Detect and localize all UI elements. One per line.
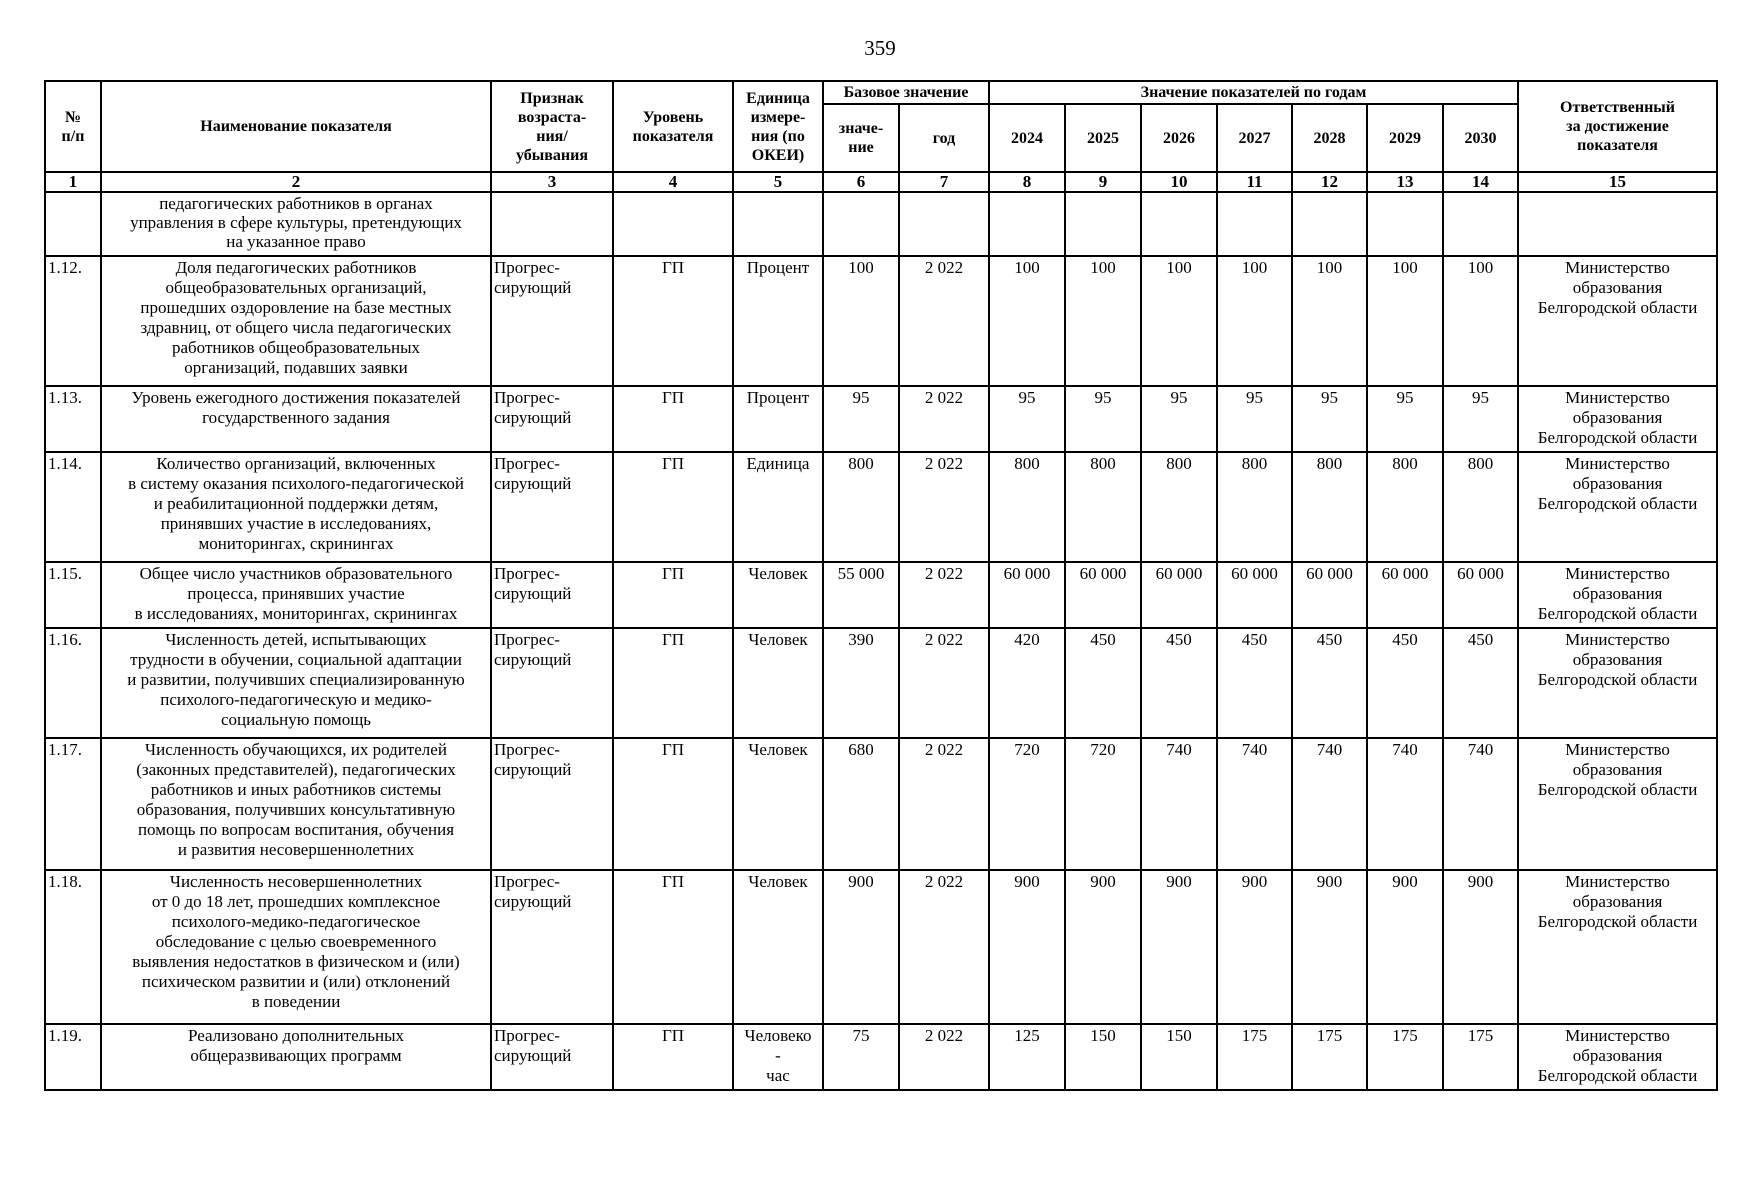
row-number: 1.13. bbox=[45, 386, 101, 452]
trend-cell: Прогрес- сирующий bbox=[491, 1024, 613, 1090]
year-value-cell: 95 bbox=[1367, 386, 1443, 452]
year-value-cell: 60 000 bbox=[1141, 562, 1217, 628]
responsible-cell: Министерство образования Белгородской области bbox=[1518, 562, 1717, 628]
year-value-cell: 100 bbox=[1443, 256, 1518, 386]
column-number: 12 bbox=[1292, 172, 1367, 192]
year-value-cell: 800 bbox=[1065, 452, 1141, 562]
column-number: 6 bbox=[823, 172, 899, 192]
year-value-cell: 95 bbox=[1065, 386, 1141, 452]
year-value-cell: 740 bbox=[1367, 738, 1443, 870]
column-number: 1 bbox=[45, 172, 101, 192]
year-value-cell: 60 000 bbox=[1217, 562, 1292, 628]
year-value-cell: 450 bbox=[1443, 628, 1518, 738]
header-year: 2025 bbox=[1065, 104, 1141, 172]
year-value-cell: 900 bbox=[1367, 870, 1443, 1024]
year-value-cell: 95 bbox=[989, 386, 1065, 452]
indicator-name: Численность несовершеннолетних от 0 до 18 лет, прошедших комплексное психолого-медико-педагогическое обследование с целью своевременного выявления недостатков в физическом и (или) психическом развитии и (или) отклонений в поведении bbox=[101, 870, 491, 1024]
responsible-cell: Министерство образования Белгородской области bbox=[1518, 452, 1717, 562]
base-year-cell: 2 022 bbox=[899, 452, 989, 562]
unit-cell: Человек bbox=[733, 562, 823, 628]
header-year: 2024 bbox=[989, 104, 1065, 172]
responsible-cell: Министерство образования Белгородской области bbox=[1518, 256, 1717, 386]
year-value-cell: 100 bbox=[1367, 256, 1443, 386]
level-cell: ГП bbox=[613, 562, 733, 628]
column-number: 5 bbox=[733, 172, 823, 192]
column-number: 8 bbox=[989, 172, 1065, 192]
header-year: 2029 bbox=[1367, 104, 1443, 172]
table-row bbox=[45, 628, 1717, 738]
table-row bbox=[45, 452, 1717, 562]
continuation-row bbox=[45, 192, 1717, 256]
year-value-cell: 740 bbox=[1217, 738, 1292, 870]
unit-cell: Единица bbox=[733, 452, 823, 562]
column-number: 14 bbox=[1443, 172, 1518, 192]
header-years-group: Значение показателей по годам bbox=[989, 81, 1518, 104]
column-numbers-row bbox=[45, 172, 1717, 192]
column-number: 11 bbox=[1217, 172, 1292, 192]
unit-cell: Процент bbox=[733, 256, 823, 386]
column-number: 15 bbox=[1518, 172, 1717, 192]
unit-cell: Человек bbox=[733, 870, 823, 1024]
year-value-cell: 150 bbox=[1065, 1024, 1141, 1090]
table-row bbox=[45, 870, 1717, 1024]
level-cell: ГП bbox=[613, 1024, 733, 1090]
row-number: 1.19. bbox=[45, 1024, 101, 1090]
responsible-cell: Министерство образования Белгородской области bbox=[1518, 738, 1717, 870]
year-value-cell: 900 bbox=[1065, 870, 1141, 1024]
row-number: 1.14. bbox=[45, 452, 101, 562]
empty-cell bbox=[1367, 192, 1443, 256]
header-year: 2027 bbox=[1217, 104, 1292, 172]
table-row bbox=[45, 738, 1717, 870]
row-number: 1.16. bbox=[45, 628, 101, 738]
year-value-cell: 125 bbox=[989, 1024, 1065, 1090]
responsible-cell: Министерство образования Белгородской области bbox=[1518, 1024, 1717, 1090]
base-value-cell: 900 bbox=[823, 870, 899, 1024]
year-value-cell: 740 bbox=[1292, 738, 1367, 870]
indicator-name: Общее число участников образовательного процесса, принявших участие в исследованиях, мониторингах, скринингах bbox=[101, 562, 491, 628]
trend-cell: Прогрес- сирующий bbox=[491, 562, 613, 628]
empty-cell bbox=[1518, 192, 1717, 256]
year-value-cell: 60 000 bbox=[1367, 562, 1443, 628]
base-value-cell: 100 bbox=[823, 256, 899, 386]
year-value-cell: 720 bbox=[1065, 738, 1141, 870]
empty-cell bbox=[823, 192, 899, 256]
level-cell: ГП bbox=[613, 870, 733, 1024]
empty-cell bbox=[1141, 192, 1217, 256]
base-value-cell: 680 bbox=[823, 738, 899, 870]
year-value-cell: 175 bbox=[1443, 1024, 1518, 1090]
year-value-cell: 175 bbox=[1367, 1024, 1443, 1090]
column-number: 10 bbox=[1141, 172, 1217, 192]
empty-cell bbox=[613, 192, 733, 256]
row-number: 1.17. bbox=[45, 738, 101, 870]
table-row bbox=[45, 1024, 1717, 1090]
header-base-year: год bbox=[899, 104, 989, 172]
trend-cell: Прогрес- сирующий bbox=[491, 870, 613, 1024]
base-value-cell: 75 bbox=[823, 1024, 899, 1090]
responsible-cell: Министерство образования Белгородской области bbox=[1518, 870, 1717, 1024]
year-value-cell: 900 bbox=[1217, 870, 1292, 1024]
year-value-cell: 450 bbox=[1065, 628, 1141, 738]
unit-cell: Человек bbox=[733, 738, 823, 870]
continuation-name: педагогических работников в органах управления в сфере культуры, претендующих на указанное право bbox=[101, 192, 491, 256]
base-year-cell: 2 022 bbox=[899, 738, 989, 870]
year-value-cell: 95 bbox=[1443, 386, 1518, 452]
header-num: № п/п bbox=[45, 81, 101, 172]
base-value-cell: 95 bbox=[823, 386, 899, 452]
table-row bbox=[45, 256, 1717, 386]
trend-cell: Прогрес- сирующий bbox=[491, 386, 613, 452]
unit-cell: Человеко - час bbox=[733, 1024, 823, 1090]
column-number: 7 bbox=[899, 172, 989, 192]
year-value-cell: 450 bbox=[1217, 628, 1292, 738]
empty-cell bbox=[1217, 192, 1292, 256]
year-value-cell: 175 bbox=[1292, 1024, 1367, 1090]
indicator-name: Уровень ежегодного достижения показателей государственного задания bbox=[101, 386, 491, 452]
level-cell: ГП bbox=[613, 452, 733, 562]
year-value-cell: 740 bbox=[1141, 738, 1217, 870]
header-base-value: значе- ние bbox=[823, 104, 899, 172]
year-value-cell: 100 bbox=[989, 256, 1065, 386]
trend-cell: Прогрес- сирующий bbox=[491, 452, 613, 562]
row-number: 1.12. bbox=[45, 256, 101, 386]
year-value-cell: 800 bbox=[989, 452, 1065, 562]
row-number: 1.18. bbox=[45, 870, 101, 1024]
year-value-cell: 740 bbox=[1443, 738, 1518, 870]
year-value-cell: 900 bbox=[1292, 870, 1367, 1024]
year-value-cell: 100 bbox=[1141, 256, 1217, 386]
year-value-cell: 95 bbox=[1217, 386, 1292, 452]
year-value-cell: 800 bbox=[1292, 452, 1367, 562]
header-year: 2028 bbox=[1292, 104, 1367, 172]
year-value-cell: 100 bbox=[1292, 256, 1367, 386]
trend-cell: Прогрес- сирующий bbox=[491, 738, 613, 870]
trend-cell: Прогрес- сирующий bbox=[491, 256, 613, 386]
level-cell: ГП bbox=[613, 256, 733, 386]
table-row bbox=[45, 386, 1717, 452]
table-row bbox=[45, 562, 1717, 628]
unit-cell: Процент bbox=[733, 386, 823, 452]
indicator-name: Численность детей, испытывающих трудности в обучении, социальной адаптации и развитии, получивших специализированную психолого-педагогическую и медико- социальную помощь bbox=[101, 628, 491, 738]
column-number: 2 bbox=[101, 172, 491, 192]
page-number: 359 bbox=[864, 36, 896, 60]
responsible-cell: Министерство образования Белгородской области bbox=[1518, 628, 1717, 738]
base-value-cell: 55 000 bbox=[823, 562, 899, 628]
year-value-cell: 175 bbox=[1217, 1024, 1292, 1090]
level-cell: ГП bbox=[613, 628, 733, 738]
year-value-cell: 420 bbox=[989, 628, 1065, 738]
unit-cell: Человек bbox=[733, 628, 823, 738]
year-value-cell: 450 bbox=[1367, 628, 1443, 738]
header-name: Наименование показателя bbox=[101, 81, 491, 172]
year-value-cell: 100 bbox=[1217, 256, 1292, 386]
year-value-cell: 150 bbox=[1141, 1024, 1217, 1090]
year-value-cell: 800 bbox=[1217, 452, 1292, 562]
year-value-cell: 60 000 bbox=[1065, 562, 1141, 628]
base-year-cell: 2 022 bbox=[899, 256, 989, 386]
header-level: Уровень показателя bbox=[613, 81, 733, 172]
continuation-num bbox=[45, 192, 101, 256]
empty-cell bbox=[989, 192, 1065, 256]
empty-cell bbox=[491, 192, 613, 256]
base-year-cell: 2 022 bbox=[899, 386, 989, 452]
year-value-cell: 800 bbox=[1367, 452, 1443, 562]
year-value-cell: 800 bbox=[1443, 452, 1518, 562]
indicator-name: Доля педагогических работников общеобразовательных организаций, прошедших оздоровление на базе местных здравниц, от общего числа педагогических работников общеобразовательных организаций, подавших заявки bbox=[101, 256, 491, 386]
base-year-cell: 2 022 bbox=[899, 1024, 989, 1090]
header-trend: Признак возраста- ния/ убывания bbox=[491, 81, 613, 172]
empty-cell bbox=[733, 192, 823, 256]
column-number: 4 bbox=[613, 172, 733, 192]
indicator-name: Количество организаций, включенных в систему оказания психолого-педагогической и реабилитационной поддержки детям, принявших участие в исследованиях, мониторингах, скринингах bbox=[101, 452, 491, 562]
level-cell: ГП bbox=[613, 386, 733, 452]
year-value-cell: 720 bbox=[989, 738, 1065, 870]
header-year: 2030 bbox=[1443, 104, 1518, 172]
year-value-cell: 60 000 bbox=[989, 562, 1065, 628]
column-number: 3 bbox=[491, 172, 613, 192]
column-number: 13 bbox=[1367, 172, 1443, 192]
header-base-group: Базовое значение bbox=[823, 81, 989, 104]
year-value-cell: 900 bbox=[1443, 870, 1518, 1024]
base-year-cell: 2 022 bbox=[899, 870, 989, 1024]
base-value-cell: 800 bbox=[823, 452, 899, 562]
empty-cell bbox=[899, 192, 989, 256]
year-value-cell: 450 bbox=[1292, 628, 1367, 738]
year-value-cell: 60 000 bbox=[1292, 562, 1367, 628]
indicator-name: Численность обучающихся, их родителей (законных представителей), педагогических работников и иных работников системы образования, получивших консультативную помощь по вопросам воспитания, обучения и развития несовершеннолетних bbox=[101, 738, 491, 870]
column-number: 9 bbox=[1065, 172, 1141, 192]
base-year-cell: 2 022 bbox=[899, 562, 989, 628]
indicator-name: Реализовано дополнительных общеразвивающих программ bbox=[101, 1024, 491, 1090]
year-value-cell: 900 bbox=[989, 870, 1065, 1024]
level-cell: ГП bbox=[613, 738, 733, 870]
header-unit: Единица измере- ния (по ОКЕИ) bbox=[733, 81, 823, 172]
indicators-table bbox=[44, 80, 1718, 1091]
empty-cell bbox=[1443, 192, 1518, 256]
base-year-cell: 2 022 bbox=[899, 628, 989, 738]
year-value-cell: 450 bbox=[1141, 628, 1217, 738]
header-responsible: Ответственный за достижение показателя bbox=[1518, 81, 1717, 172]
empty-cell bbox=[1292, 192, 1367, 256]
year-value-cell: 100 bbox=[1065, 256, 1141, 386]
year-value-cell: 95 bbox=[1141, 386, 1217, 452]
year-value-cell: 900 bbox=[1141, 870, 1217, 1024]
row-number: 1.15. bbox=[45, 562, 101, 628]
trend-cell: Прогрес- сирующий bbox=[491, 628, 613, 738]
base-value-cell: 390 bbox=[823, 628, 899, 738]
empty-cell bbox=[1065, 192, 1141, 256]
year-value-cell: 60 000 bbox=[1443, 562, 1518, 628]
header-year: 2026 bbox=[1141, 104, 1217, 172]
responsible-cell: Министерство образования Белгородской области bbox=[1518, 386, 1717, 452]
year-value-cell: 95 bbox=[1292, 386, 1367, 452]
year-value-cell: 800 bbox=[1141, 452, 1217, 562]
